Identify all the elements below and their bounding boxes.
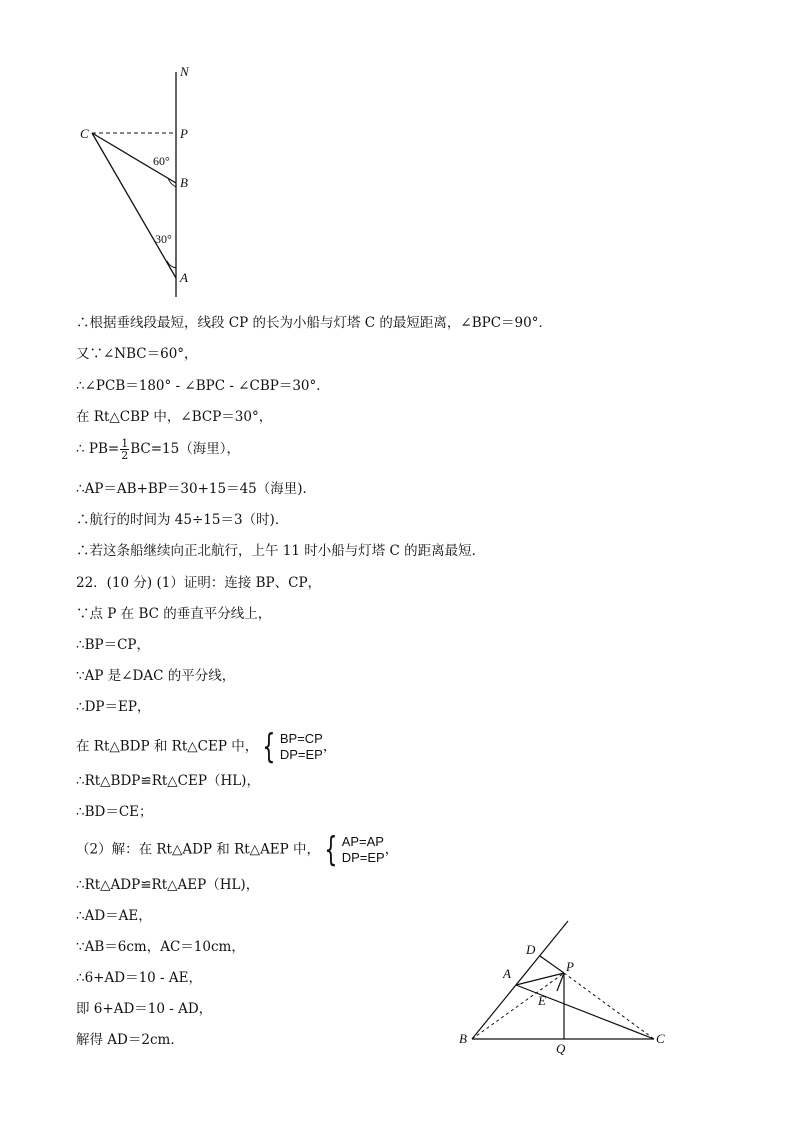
text-line	[76, 906, 152, 926]
text-line	[76, 666, 235, 686]
text-line	[76, 376, 330, 396]
line-post: ，	[384, 841, 399, 858]
text-line	[76, 438, 240, 461]
line-pre: 在 Rt△BDP 和 Rt△CEP 中，	[76, 738, 259, 755]
text-line	[76, 635, 150, 655]
label-p2: P	[566, 959, 574, 974]
line-text: ∴Rt△ADP≌Rt△AEP（HL)，	[76, 877, 260, 893]
lighthouse-diagram	[70, 60, 220, 305]
system-row: DP=EP	[279, 747, 323, 762]
fraction-denominator: 2	[121, 449, 129, 462]
angle-60-label: 60°	[153, 154, 170, 168]
line-text: ∴6+AD＝10 - AE，	[76, 970, 202, 986]
line-text: ∴AD＝AE，	[76, 908, 152, 924]
line-text: 即 6+AD＝10 - AD，	[76, 1001, 213, 1017]
text-line	[76, 313, 552, 333]
label-q: Q	[556, 1041, 566, 1055]
text-line	[76, 802, 153, 822]
label-e: E	[538, 993, 546, 1008]
line-text: 在 Rt△CBP 中，∠BCP＝30°，	[76, 409, 273, 425]
label-b: B	[180, 175, 188, 190]
angle-30-label: 30°	[155, 232, 172, 246]
line-text: ∵AB＝6cm，AC＝10cm，	[76, 939, 245, 955]
line-text: 又∵∠NBC＝60°，	[76, 346, 198, 362]
text-line	[76, 604, 271, 624]
label-b2: B	[459, 1031, 467, 1046]
line-text: 22．(10 分) (1）证明：连接 BP、CP，	[76, 575, 322, 591]
system-row: DP=EP	[341, 850, 385, 865]
line-post: BC=15（海里），	[130, 441, 240, 457]
fraction-numerator: 1	[121, 437, 129, 450]
label-d: D	[526, 942, 536, 957]
text-line	[76, 771, 260, 791]
text-line	[76, 830, 399, 870]
text-line	[76, 999, 212, 1019]
text-line	[76, 968, 202, 988]
triangle-bisector-diagram	[450, 915, 670, 1055]
text-line	[76, 510, 288, 530]
text-line	[76, 344, 198, 364]
line-post: ，	[322, 738, 337, 755]
text-line	[76, 479, 316, 499]
line-text: ∴AP＝AB+BP＝30+15＝45（海里)．	[76, 481, 317, 497]
line-text: ∴航行的时间为 45÷15＝3（时)．	[76, 512, 289, 528]
line-text: ∴Rt△BDP≌Rt△CEP（HL)，	[76, 773, 260, 789]
label-n: N	[180, 64, 189, 79]
text-line	[76, 541, 485, 561]
label-a: A	[180, 270, 188, 285]
label-c2: C	[656, 1031, 665, 1046]
line-text: ∴根据垂线段最短，线段 CP 的长为小船与灯塔 C 的最短距离，∠BPC＝90°．	[76, 315, 552, 331]
system-row: BP=CP	[279, 731, 323, 746]
line-pre: ∴ PB=	[76, 441, 120, 457]
brace-icon: {	[324, 830, 338, 870]
line-text: ∵点 P 在 BC 的垂直平分线上，	[76, 606, 272, 622]
text-line	[76, 697, 150, 717]
fraction	[120, 438, 129, 461]
label-a2: A	[503, 966, 511, 981]
line-text: ∵AP 是∠DAC 的平分线，	[76, 668, 236, 684]
brace-icon: {	[262, 727, 276, 767]
text-line	[76, 573, 321, 593]
equation-system	[258, 727, 323, 767]
line-text: ∴∠PCB＝180° - ∠BPC - ∠CBP＝30°．	[76, 378, 330, 394]
line-text: ∴若这条船继续向正北航行，上午 11 时小船与灯塔 C 的距离最短．	[76, 543, 486, 559]
text-line	[76, 875, 259, 895]
label-c: C	[80, 126, 89, 141]
equation-system	[320, 830, 385, 870]
line-text: ∴DP＝EP，	[76, 699, 151, 715]
line-text: 解得 AD＝2cm．	[76, 1032, 184, 1048]
text-line	[76, 937, 245, 957]
text-line	[76, 1030, 184, 1050]
line-text: ∴BD＝CE；	[76, 804, 153, 820]
line-text: ∴BP＝CP，	[76, 637, 151, 653]
line-pre: （2）解：在 Rt△ADP 和 Rt△AEP 中，	[76, 841, 321, 858]
system-row: AP=AP	[341, 834, 384, 849]
text-line	[76, 407, 272, 427]
text-line	[76, 727, 337, 767]
label-p: P	[180, 126, 188, 141]
